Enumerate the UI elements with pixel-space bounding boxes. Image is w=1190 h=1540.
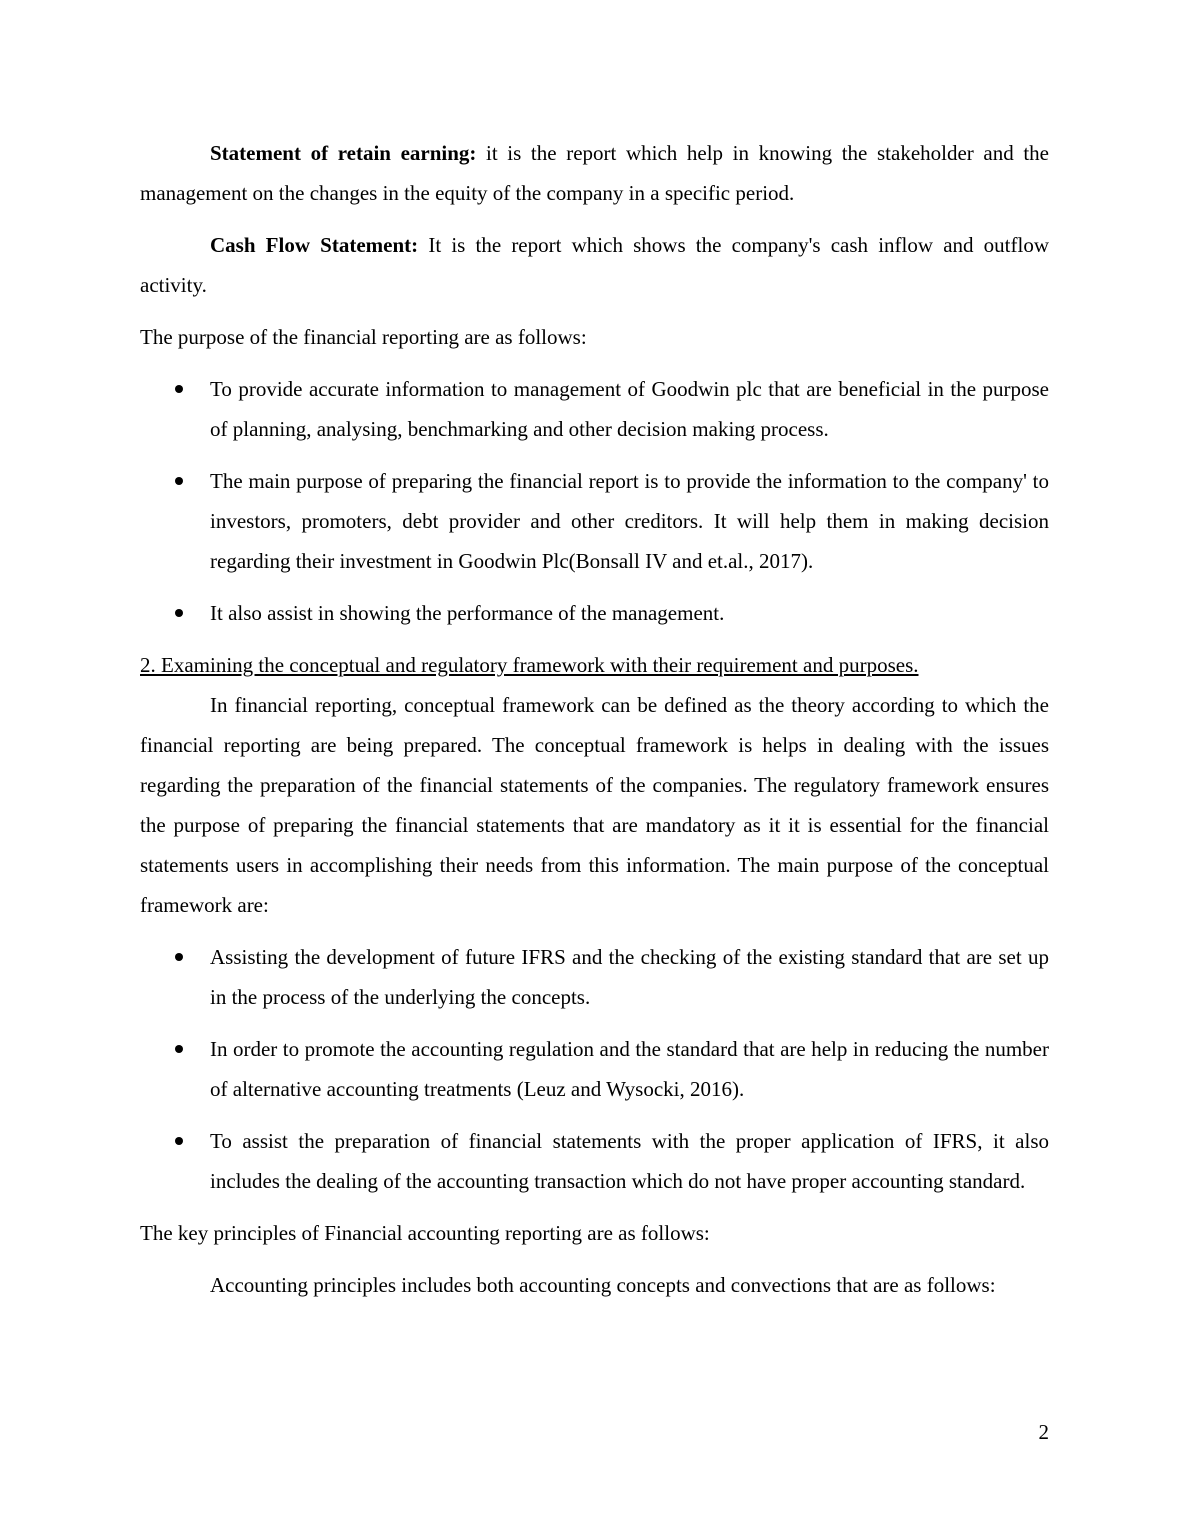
list-item-text: To provide accurate information to management of Goodwin plc that are beneficial in the purpose of planning, analysing, benchmarking and other decision making process. [210, 377, 1049, 441]
purpose-bullet-list [140, 369, 1049, 633]
list-item-text: To assist the preparation of financial statements with the proper application of IFRS, it also includes the dealing of the accounting transaction which do not have proper accounting standard. [210, 1129, 1049, 1193]
bullet-icon [175, 477, 183, 485]
list-item-text: It also assist in showing the performance of the management. [210, 601, 725, 625]
cash-flow-label: Cash Flow Statement: [210, 233, 419, 257]
purpose-intro: The purpose of the financial reporting are as follows: [140, 325, 587, 349]
bullet-icon [175, 953, 183, 961]
list-item [140, 593, 1049, 633]
framework-bullet-list [140, 937, 1049, 1201]
bullet-icon [175, 385, 183, 393]
list-item [140, 369, 1049, 449]
key-principles-intro: The key principles of Financial accounting reporting are as follows: [140, 1221, 710, 1245]
bullet-icon [175, 1045, 183, 1053]
retain-earning-label: Statement of retain earning: [210, 141, 477, 165]
list-item [140, 461, 1049, 581]
document-page [140, 133, 1049, 1305]
list-item [140, 937, 1049, 1017]
page-number: 2 [1038, 1420, 1049, 1444]
accounting-principles-paragraph: Accounting principles includes both accounting concepts and convections that are as follows: [210, 1273, 996, 1297]
cash-flow-text: It is the report which shows the company's cash inflow and outflow activity. [140, 233, 1050, 297]
section-2-body: In financial reporting, conceptual framework can be defined as the theory according to which the financial reporting are being prepared. The conceptual framework is helps in dealing with the issues regarding the preparation of the financial statements of the companies. The regulatory framework ensures the purpose of preparing the financial statements that are mandatory as it it is essential for the financial statements users in accomplishing their needs from this information. The main purpose of the conceptual framework are: [140, 693, 1049, 917]
bullet-icon [175, 609, 183, 617]
retain-earning-text: it is the report which help in knowing the stakeholder and the management on the changes in the equity of the company in a specific period. [140, 141, 1049, 205]
list-item-text: In order to promote the accounting regulation and the standard that are help in reducing the number of alternative accounting treatments (Leuz and Wysocki, 2016). [210, 1037, 1049, 1101]
list-item [140, 1121, 1049, 1201]
list-item [140, 1029, 1049, 1109]
list-item-text: The main purpose of preparing the financial report is to provide the information to the company' to investors, promoters, debt provider and other creditors. It will help them in making decision regarding their investment in Goodwin Plc(Bonsall IV and et.al., 2017). [210, 469, 1049, 573]
section-2-heading: 2. Examining the conceptual and regulatory framework with their requirement and purposes. [140, 653, 919, 677]
cash-flow-paragraph [140, 225, 1049, 305]
list-item-text: Assisting the development of future IFRS and the checking of the existing standard that are set up in the process of the underlying the concepts. [210, 945, 1049, 1009]
bullet-icon [175, 1137, 183, 1145]
retain-earning-paragraph [140, 133, 1049, 213]
